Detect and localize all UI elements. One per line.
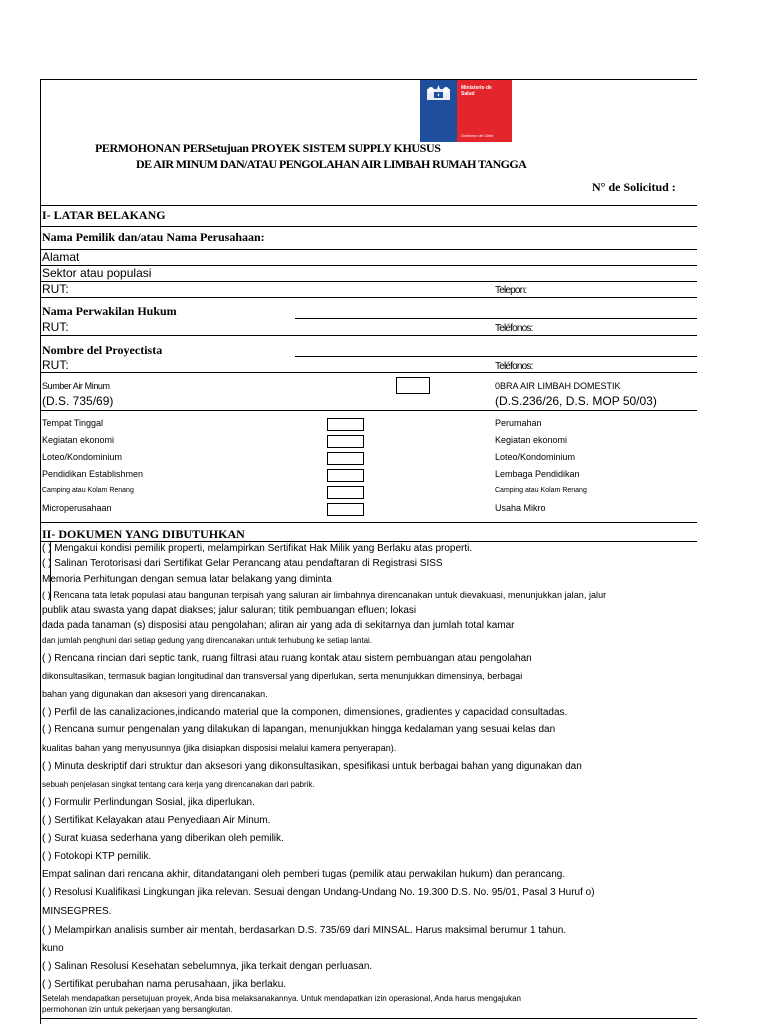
coat-of-arms-icon <box>424 84 453 102</box>
doc-line: publik atau swasta yang dapat diakses; jalur saluran; titik pembuangan efluen; lokasi <box>42 605 417 616</box>
doc-line: ( ) Formulir Perlindungan Sosial, jika diperlukan. <box>42 797 255 808</box>
doc-line: ( ) Sertifikat Kelayakan atau Penyediaan Air Minum. <box>42 815 271 826</box>
form-title-line1: PERMOHONAN PERSetujuan PROYEK SISTEM SUPPLY KHUSUS <box>95 141 441 155</box>
owner-name-label: Nama Pemilik dan/atau Nama Perusahaan: <box>42 230 265 244</box>
form-title-line2: DE AIR MINUM DAN/ATAU PENGOLAHAN AIR LIMBAH RUMAH TANGGA <box>136 157 527 171</box>
owner-rut-label: RUT: <box>42 282 69 296</box>
left-option-economic-checkbox[interactable] <box>327 435 364 448</box>
section1-title: I- LATAR BELAKANG <box>42 208 166 222</box>
designer-label: Nombre del Proyectista <box>42 343 163 357</box>
doc-line: ( ) Perfil de las canalizaciones,indicando material que la componen, dimensiones, gradientes y capacidad consultadas. <box>42 707 568 718</box>
doc-line: ( ) Fotokopi KTP pemilik. <box>42 851 152 862</box>
right-option-micro: Usaha Mikro <box>495 503 546 513</box>
doc-line: kuno <box>42 943 64 954</box>
designer-name-line <box>295 356 697 357</box>
designer-phone-label: Teléfonos: <box>495 361 533 372</box>
doc-line: Setelah mendapatkan persetujuan proyek, Anda bisa melaksanakannya. Untuk mendapatkan izin operasional, Anda harus mengajukan <box>42 994 521 1003</box>
designer-rut-line <box>40 372 697 373</box>
logo-blue-panel <box>420 80 457 142</box>
doc-line: Memoria Perhitungan dengan semua latar belakang yang diminta <box>42 574 332 585</box>
section2-title: II- DOKUMEN YANG DIBUTUHKAN <box>42 527 245 541</box>
doc-line: dan jumlah penghuni dari setiap gedung yang direncanakan untuk terhubung ke setiap lantai. <box>42 636 373 645</box>
doc-line: MINSEGPRES. <box>42 906 112 917</box>
doc-line: ( ) Rencana rincian dari septic tank, ruang filtrasi atau ruang kontak atau sistem pembuangan atau pengolahan <box>42 653 532 664</box>
right-option-loteo: Loteo/Kondominium <box>495 452 576 462</box>
owner-name-line <box>40 249 697 250</box>
left-option-education: Pendidikan Establishmen <box>42 469 144 479</box>
legal-rep-phone-label: Teléfonos: <box>495 323 533 334</box>
section2-title-underline <box>40 541 697 542</box>
water-source-label: Sumber Air Minum <box>42 381 110 391</box>
right-option-education: Lembaga Pendidikan <box>495 469 580 479</box>
doc-line: Empat salinan dari rencana akhir, ditandatangani oleh pemberi tugas (pemilik atau perwakilan hukum) dan perancang. <box>42 869 566 880</box>
left-option-camping: Camping atau Kolam Renang <box>42 487 134 494</box>
address-label: Alamat <box>42 250 80 264</box>
frame-top-border <box>40 79 697 80</box>
doc-line: dikonsultasikan, termasuk bagian longitudinal dan transversal yang diperlukan, serta menunjukkan dimensinya, berbagai <box>42 671 523 681</box>
designer-rut-label: RUT: <box>42 358 69 372</box>
owner-phone-label: Telepon: <box>495 285 527 296</box>
owner-rut-line <box>40 297 697 298</box>
left-option-loteo: Loteo/Kondominium <box>42 452 123 462</box>
frame-left-border <box>40 79 41 1024</box>
section1-top-border <box>40 205 697 206</box>
doc-line: ( ) Salinan Resolusi Kesehatan sebelumnya, jika terkait dengan perluasan. <box>42 961 373 972</box>
legal-rep-rut-line <box>40 335 697 336</box>
doc-line: bahan yang digunakan dan aksesori yang direncanakan. <box>42 689 268 699</box>
wastewater-label: 0BRA AIR LIMBAH DOMESTIK <box>495 381 621 391</box>
source-section-line <box>40 410 697 411</box>
section2-top-border <box>40 522 697 523</box>
form-bottom-border <box>40 1018 697 1019</box>
legal-rep-rut-label: RUT: <box>42 320 69 334</box>
doc-line: kualitas bahan yang menyusunnya (jika disiapkan disposisi melalui kamera penyerapan). <box>42 743 397 753</box>
sector-line <box>40 281 697 282</box>
doc-line: ( ) Rencana sumur pengenalan yang dilakukan di lapangan, menunjukkan hingga kedalaman yang sesuai kelas dan <box>42 724 556 735</box>
left-option-education-checkbox[interactable] <box>327 469 364 482</box>
doc-line: ( ) Mengakui kondisi pemilik properti, melampirkan Sertifikat Hak Milik yang Berlaku atas properti. <box>42 543 473 554</box>
doc-line: ( ) Rencana tata letak populasi atau bangunan terpisah yang saluran air limbahnya direncanakan untuk dievakuasi, menunjukkan jalan, jalur <box>42 590 607 600</box>
doc-line: sebuah penjelasan singkat tentang cara kerja yang direncanakan dari pabrik. <box>42 780 315 789</box>
left-option-micro: Microperusahaan <box>42 503 112 513</box>
legal-rep-name-line <box>295 318 697 319</box>
water-source-ds-label: (D.S. 735/69) <box>42 394 114 408</box>
logo-line1: Ministerio de <box>461 85 492 91</box>
right-option-camping: Camping atau Kolam Renang <box>495 487 587 494</box>
solicitud-number-label: N° de Solicitud : <box>592 180 676 194</box>
water-source-checkbox[interactable] <box>396 377 430 394</box>
legal-rep-label: Nama Perwakilan Hukum <box>42 304 177 318</box>
left-option-housing: Tempat Tinggal <box>42 418 104 428</box>
logo-ministerio-text <box>461 85 492 97</box>
ministerio-salud-logo <box>420 80 512 142</box>
doc-line: dada pada tanaman (s) disposisi atau pengolahan; aliran air yang ada di sekitarnya dan jumlah total kamar <box>42 620 515 631</box>
doc-line: ( ) Surat kuasa sederhana yang diberikan oleh pemilik. <box>42 833 284 844</box>
wastewater-ds-label: (D.S.236/26, D.S. MOP 50/03) <box>495 394 657 408</box>
logo-line2: Salud <box>461 91 475 97</box>
doc-line: ( ) Resolusi Kualifikasi Lingkungan jika relevan. Sesuai dengan Undang-Undang No. 19.300 D.S. No. 95/01, Pasal 3 Huruf o) <box>42 887 595 898</box>
right-option-housing: Perumahan <box>495 418 542 428</box>
left-option-housing-checkbox[interactable] <box>327 418 364 431</box>
section1-title-underline <box>40 226 697 227</box>
logo-red-panel <box>457 80 512 142</box>
sector-label: Sektor atau populasi <box>42 266 152 280</box>
left-option-camping-checkbox[interactable] <box>327 486 364 499</box>
left-option-micro-checkbox[interactable] <box>327 503 364 516</box>
doc-line: ( ) Sertifikat perubahan nama perusahaan, jika berlaku. <box>42 979 287 990</box>
logo-gobierno-text: Gobierno de Chile <box>461 133 494 138</box>
doc-line: ( ) Salinan Terotorisasi dari Sertifikat Gelar Perancang atau pendaftaran di Registrasi SISS <box>42 558 443 569</box>
right-option-economic: Kegiatan ekonomi <box>495 435 568 445</box>
doc-line: ( ) Minuta deskriptif dari struktur dan aksesori yang dikonsultasikan, spesifikasi untuk berbagai bahan yang digunakan dan <box>42 761 582 772</box>
doc-line: ( ) Melampirkan analisis sumber air mentah, berdasarkan D.S. 735/69 dari MINSAL. Harus maksimal berumur 1 tahun. <box>42 925 567 936</box>
left-option-loteo-checkbox[interactable] <box>327 452 364 465</box>
doc-line: permohonan izin untuk pekerjaan yang bersangkutan. <box>42 1005 233 1014</box>
left-option-economic: Kegiatan ekonomi <box>42 435 115 445</box>
